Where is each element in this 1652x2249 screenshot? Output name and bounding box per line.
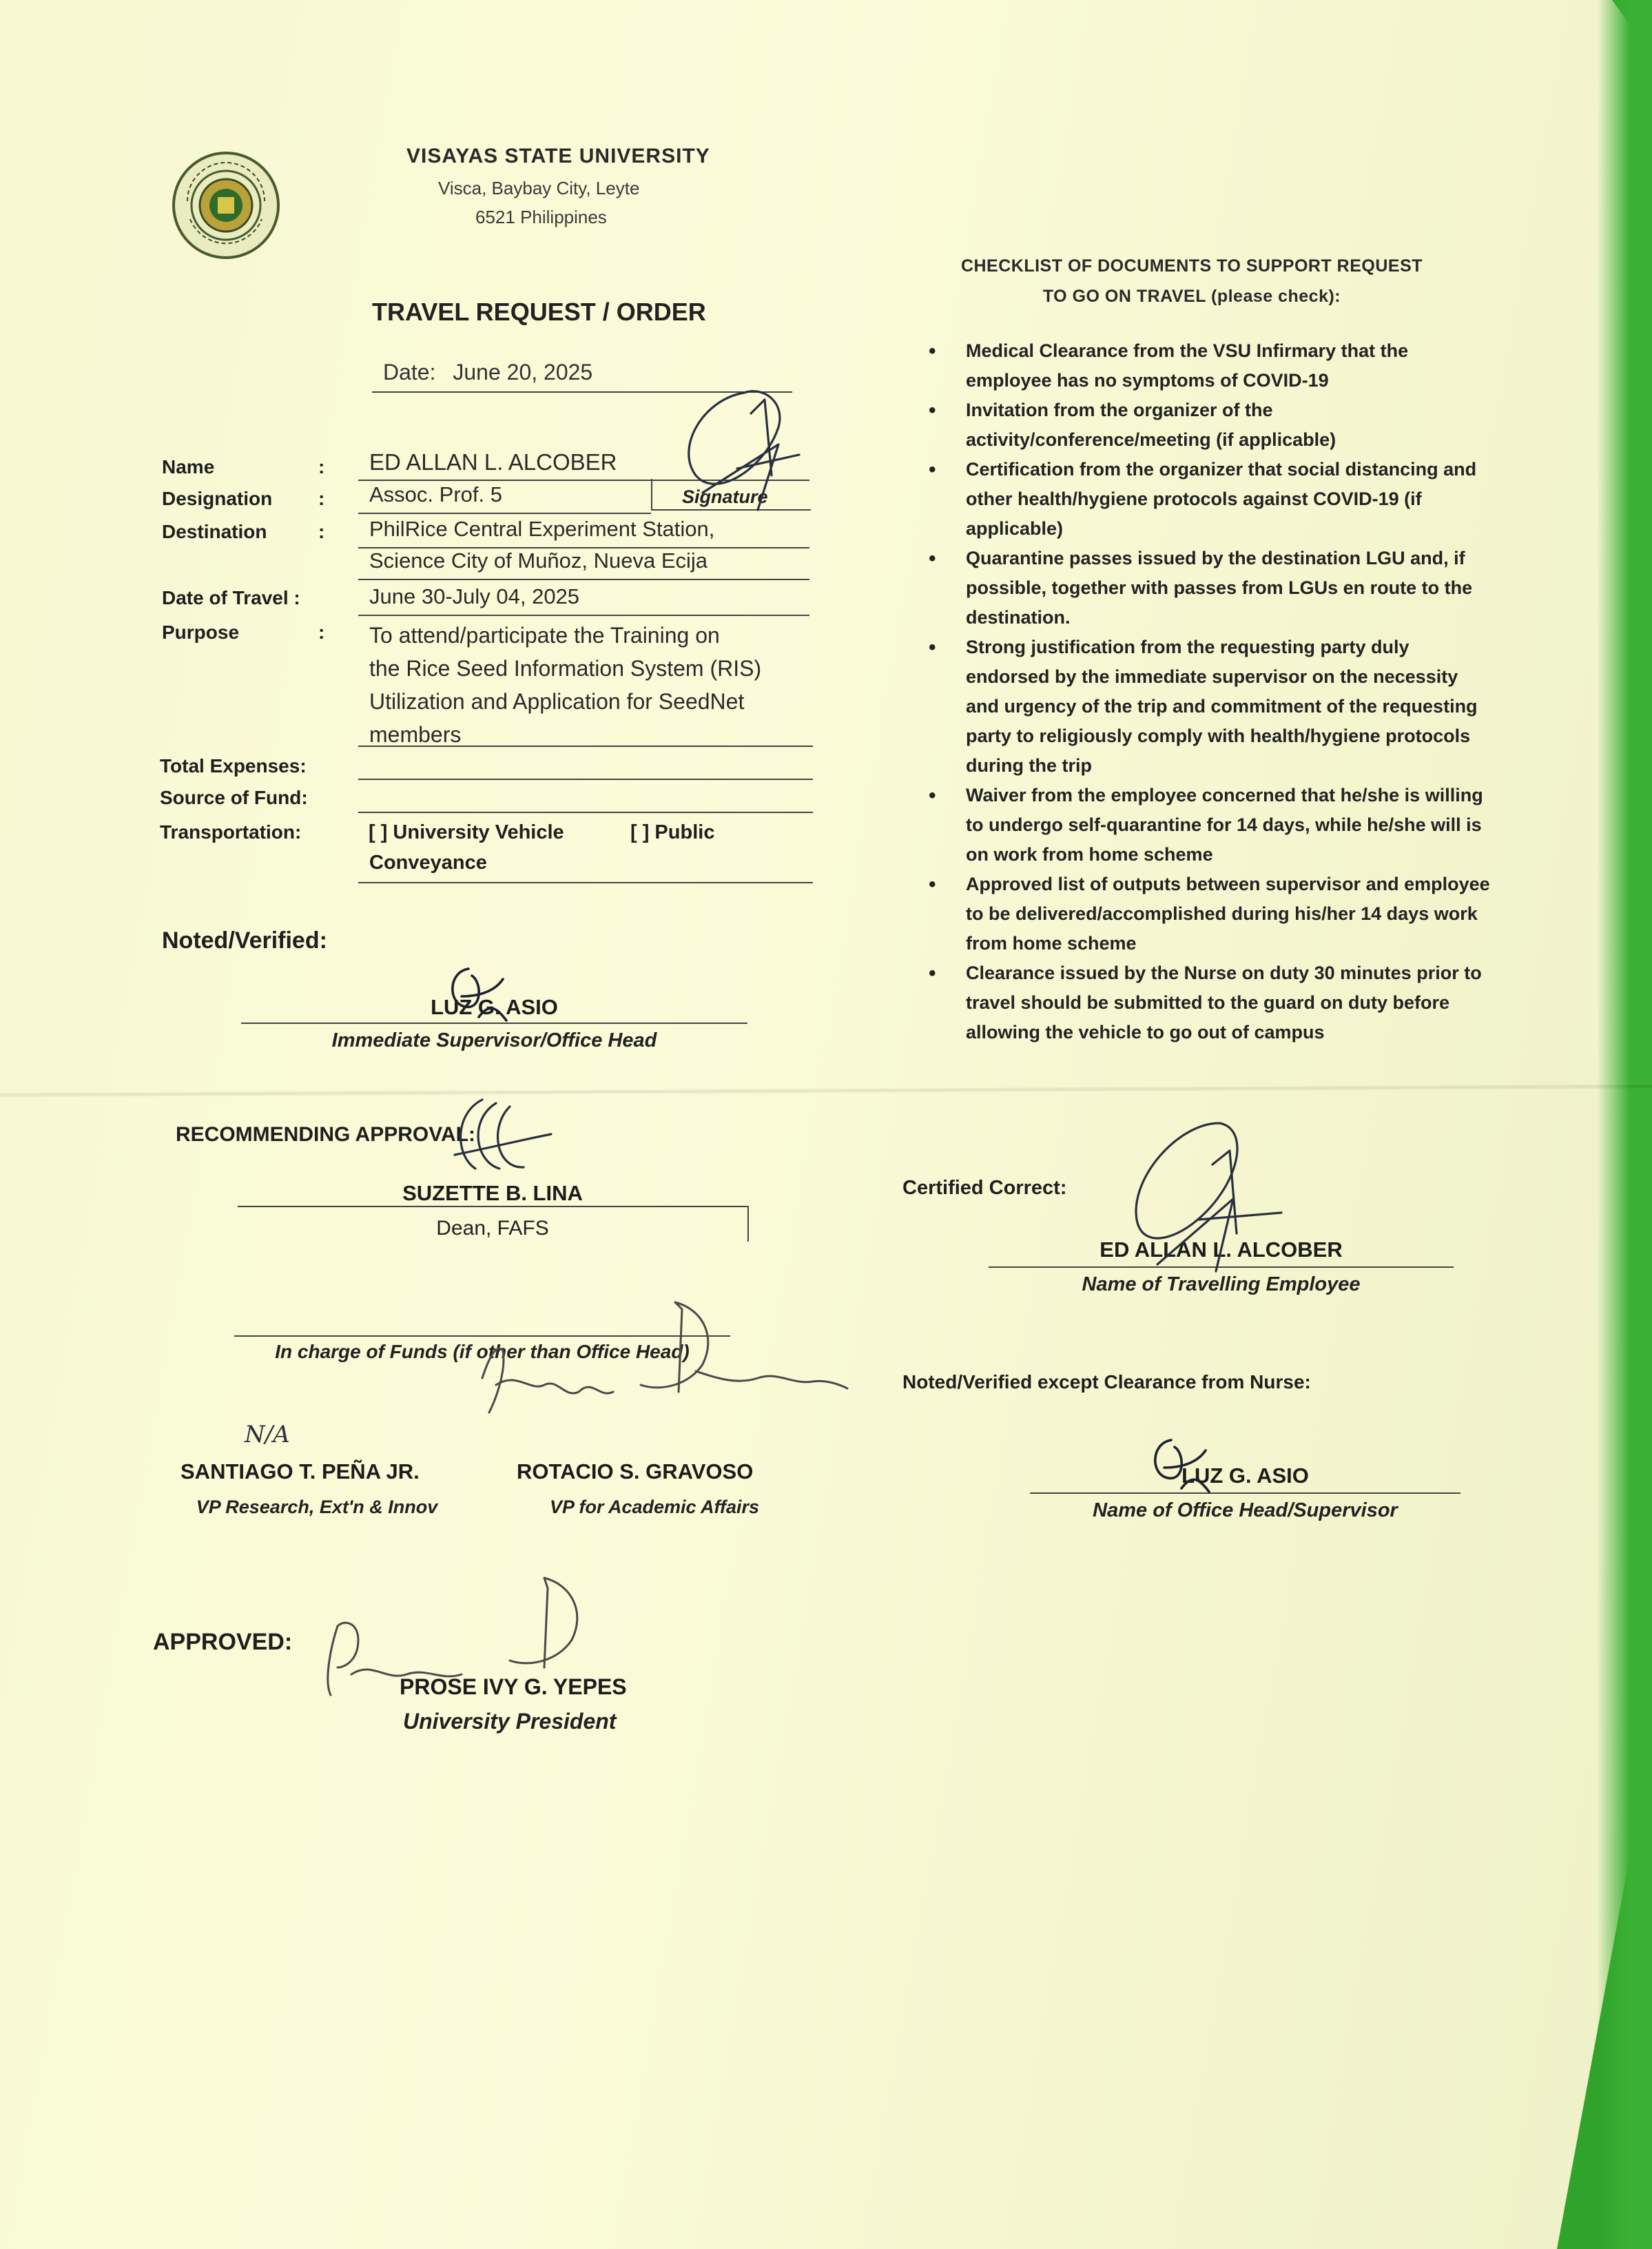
travel-date-value: June 30-July 04, 2025: [369, 584, 580, 608]
noted-except-heading: Noted/Verified except Clearance from Nurse:: [902, 1371, 1311, 1393]
president-role: University President: [403, 1709, 617, 1734]
bullet-icon: •: [929, 458, 936, 481]
office-head-signature: [1144, 1426, 1219, 1502]
noted-verified-heading: Noted/Verified:: [162, 927, 327, 954]
vp-academic-role: VP for Academic Affairs: [549, 1497, 760, 1517]
name-value: ED ALLAN L. ALCOBER: [369, 449, 617, 475]
university-vehicle-checkbox[interactable]: [ ] University Vehicle: [369, 821, 564, 843]
bullet-icon: •: [929, 399, 936, 422]
travel-date-label: Date of Travel :: [162, 587, 300, 608]
bullet-icon: •: [929, 784, 936, 807]
purpose-line-3: Utilization and Application for SeedNet: [369, 689, 745, 714]
employee-signature-bottom: [1116, 1116, 1295, 1275]
checklist-item[interactable]: • Approved list of outputs between supervisor and employee to be delivered/accomplished during his/her 14 days work from home scheme: [923, 870, 1495, 958]
dean-role: Dean, FAFS: [436, 1217, 549, 1240]
university-name: VISAYAS STATE UNIVERSITY: [406, 145, 710, 167]
not-applicable-mark: N/A: [245, 1421, 290, 1448]
source-of-fund-field: [358, 783, 813, 813]
destination-value-1: PhilRice Central Experiment Station,: [369, 517, 715, 541]
destination-line-2: [358, 548, 809, 580]
name-colon: :: [318, 456, 325, 477]
employee-signature-top: [661, 372, 820, 524]
designation-value: Assoc. Prof. 5: [369, 482, 502, 506]
vp-academic-name: ROTACIO S. GRAVOSO: [517, 1459, 754, 1483]
designation-colon: :: [318, 488, 325, 509]
checklist-title-line-1: CHECKLIST OF DOCUMENTS TO SUPPORT REQUEST: [960, 256, 1423, 276]
checklist-item[interactable]: • Strong justification from the requesting party duly endorsed by the immediate supervisor on the necessity and urgency of the trip and commitment of the requesting party to religiously comply with health/hygiene protocols during the trip: [923, 633, 1495, 781]
approved-heading: APPROVED:: [153, 1629, 293, 1655]
purpose-label: Purpose: [162, 622, 240, 643]
destination-label: Destination: [162, 521, 267, 542]
transportation-label: Transportation:: [160, 821, 302, 843]
recommending-approval-heading: RECOMMENDING APPROVAL:: [176, 1123, 475, 1146]
supervisor-role: Immediate Supervisor/Office Head: [331, 1029, 657, 1051]
checklist-item[interactable]: • Waiver from the employee concerned that he/she is willing to undergo self-quarantine for 14 days, while he/she will is on work from home scheme: [923, 781, 1495, 870]
university-seal-icon: [171, 150, 281, 260]
bullet-icon: •: [929, 873, 936, 896]
transport-line-2: [358, 852, 813, 883]
certified-correct-heading: Certified Correct:: [902, 1177, 1067, 1199]
checklist-item[interactable]: • Medical Clearance from the VSU Infirmary that the employee has no symptoms of COVID-19: [923, 336, 1495, 396]
president-name: PROSE IVY G. YEPES: [400, 1674, 627, 1699]
bullet-icon: •: [929, 340, 936, 362]
vp-research-name: SANTIAGO T. PEÑA JR.: [180, 1459, 420, 1483]
dean-signature: [441, 1093, 558, 1182]
checklist-item[interactable]: • Quarantine passes issued by the destination LGU and, if possible, together with passes from LGUs en route to the destination.: [923, 544, 1495, 633]
employee-name: ED ALLAN L. ALCOBER: [1099, 1238, 1343, 1262]
checklist-item[interactable]: • Certification from the organizer that social distancing and other health/hygiene protocols against COVID-19 (if applicable): [923, 455, 1495, 544]
public-conveyance-checkbox[interactable]: [ ] Public: [630, 821, 715, 843]
vp-academic-signature: [468, 1288, 854, 1454]
background-edge: [1597, 0, 1652, 2249]
funds-role: In charge of Funds (if other than Office Head): [275, 1341, 690, 1362]
destination-value-2: Science City of Muñoz, Nueva Ecija: [369, 548, 708, 573]
purpose-underline: [358, 717, 813, 747]
purpose-line-2: the Rice Seed Information System (RIS): [369, 656, 762, 681]
designation-label: Designation: [162, 488, 273, 509]
total-expenses-field: [358, 750, 813, 780]
supervisor-name: LUZ G. ASIO: [431, 995, 558, 1019]
name-label: Name: [162, 456, 215, 477]
supervisor-signature: [441, 955, 517, 1031]
university-address-line-1: Visca, Baybay City, Leyte: [438, 178, 640, 198]
bullet-icon: •: [929, 547, 936, 570]
dean-name: SUZETTE B. LINA: [402, 1181, 583, 1205]
travel-date-field: [358, 584, 809, 616]
destination-colon: :: [318, 521, 325, 542]
vp-research-role: VP Research, Ext'n & Innov: [196, 1497, 438, 1517]
purpose-line-4: members: [369, 722, 462, 747]
checklist-items: [923, 336, 1495, 1047]
date-label: Date:: [383, 360, 436, 384]
office-head-name: LUZ G. ASIO: [1181, 1464, 1309, 1488]
president-signature: [317, 1571, 606, 1709]
office-head-role: Name of Office Head/Supervisor: [1093, 1499, 1398, 1521]
bullet-icon: •: [929, 636, 936, 659]
checklist-item[interactable]: • Clearance issued by the Nurse on duty 30 minutes prior to travel should be submitted to the guard on duty before allowing the vehicle to go out of campus: [923, 958, 1495, 1047]
checklist-item[interactable]: • Invitation from the organizer of the activity/conference/meeting (if applicable): [923, 396, 1495, 455]
bullet-icon: •: [929, 962, 936, 985]
signature-label: Signature: [682, 486, 768, 507]
designation-field: [358, 482, 651, 514]
checklist-title: [930, 251, 1454, 311]
date-value: June 20, 2025: [453, 360, 593, 384]
checklist-title-line-2: TO GO ON TRAVEL (please check):: [1042, 287, 1341, 306]
total-expenses-label: Total Expenses:: [160, 755, 307, 777]
office-head-signature-line: [1030, 1492, 1460, 1494]
university-address-line-2: 6521 Philippines: [475, 207, 607, 227]
public-conveyance-label: Conveyance: [369, 852, 487, 874]
employee-role: Name of Travelling Employee: [1082, 1273, 1361, 1295]
form-title: TRAVEL REQUEST / ORDER: [372, 298, 706, 326]
purpose-line-1: To attend/participate the Training on: [369, 623, 720, 648]
source-of-fund-label: Source of Fund:: [160, 787, 308, 808]
purpose-colon: :: [318, 622, 325, 643]
